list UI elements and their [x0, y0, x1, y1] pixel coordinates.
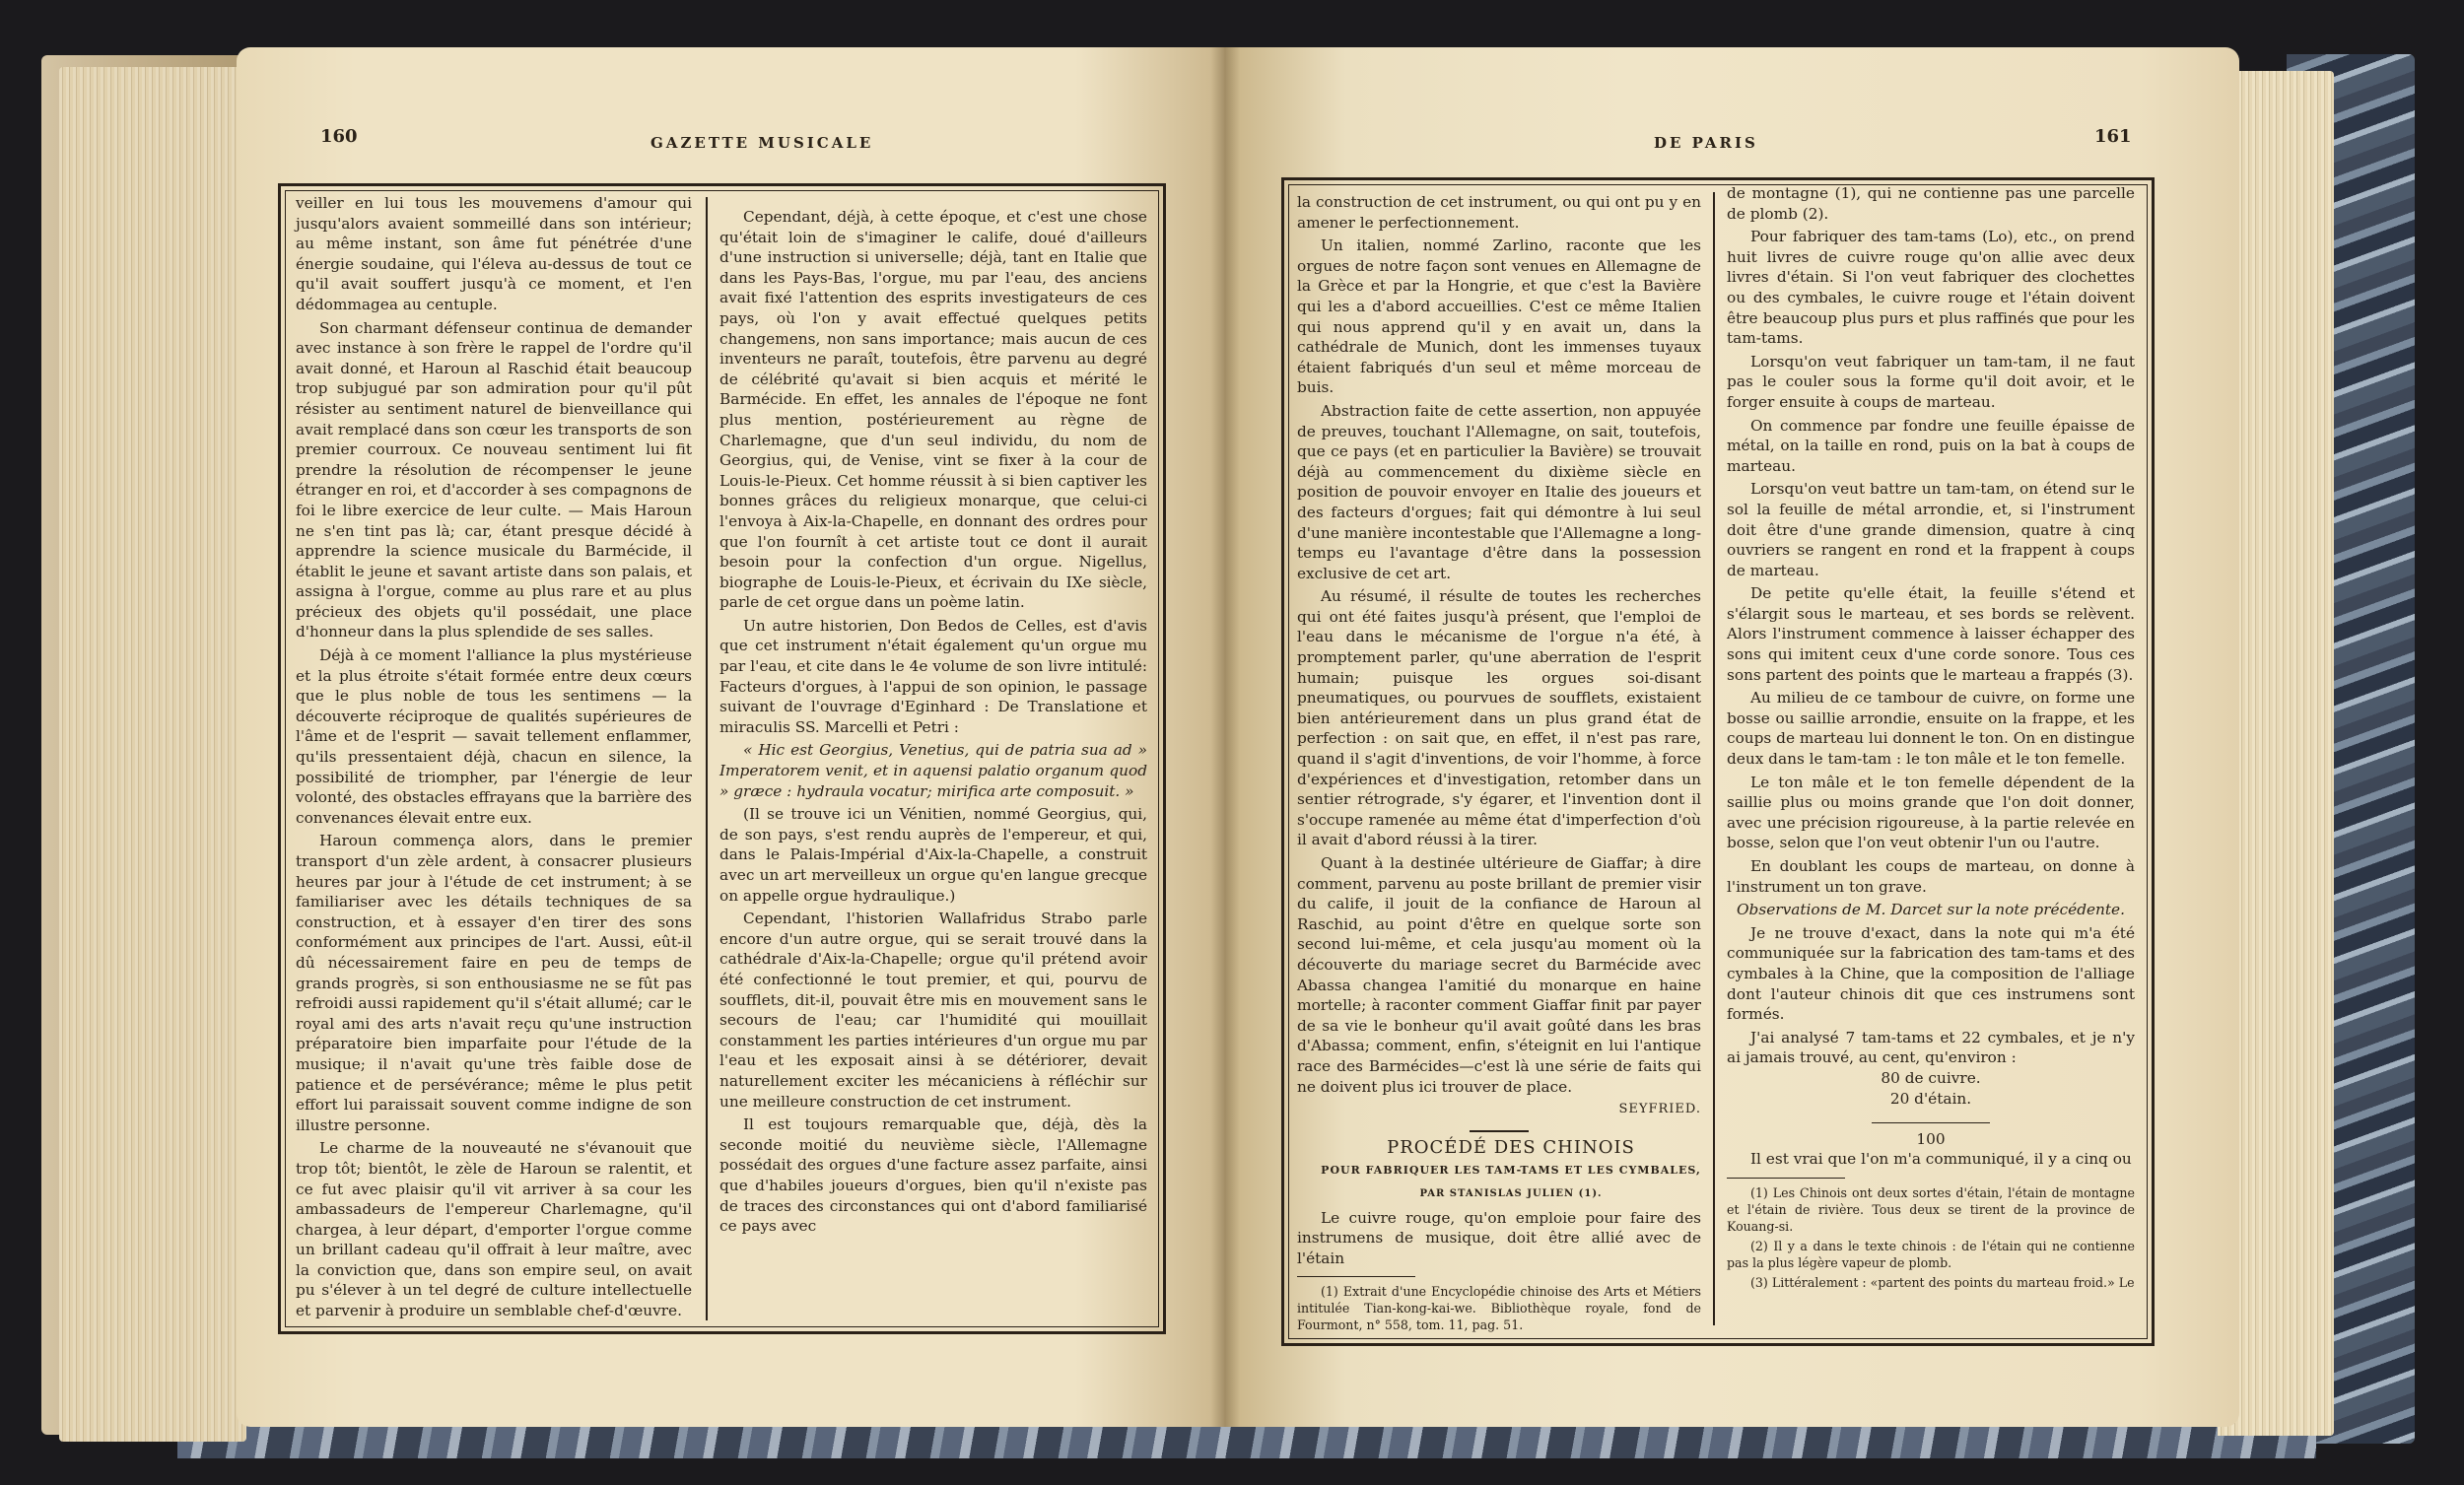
calc-line: 100	[1916, 1129, 1946, 1148]
paragraph: Au milieu de ce tambour de cuivre, on forme une bosse ou saillie arrondie, ensuite on la frappe, et les coups de marteau lui donnent le ton. On en distingue deux dans le tam-tam : le ton mâle et le ton femelle.	[1727, 689, 2135, 769]
paragraph: Lorsqu'on veut fabriquer un tam-tam, il ne faut pas le couler sous la forme qu'il doit avoir, et le forger ensuite à coups de marteau.	[1727, 352, 2135, 411]
left-column-2	[719, 207, 1147, 1237]
paragraph: de montagne (1), qui ne contienne pas une parcelle de plomb (2).	[1727, 184, 2135, 223]
paragraph: Pour fabriquer des tam-tams (Lo), etc., on prend huit livres de cuivre rouge qu'on allie avec deux livres d'étain. Si l'on veut fabriquer des clochettes ou des cymbales, le cuivre rouge et l'étain doivent être beaucoup plus purs et plus raffinés que pour les tam-tams.	[1727, 228, 2135, 348]
footnote: (2) Il y a dans le texte chinois : de l'étain qui ne contienne pas la plus légère vapeur de plomb.	[1727, 1238, 2135, 1270]
section-subtitle: POUR FABRIQUER LES TAM-TAMS ET LES CYMBALES,	[1321, 1164, 1701, 1178]
paragraph: Le cuivre rouge, qu'on emploie pour faire des instrumens de musique, doit être allié avec de l'étain	[1297, 1208, 1701, 1267]
footnote-rule	[1297, 1276, 1415, 1277]
right-column-rule	[1713, 192, 1715, 1325]
paragraph: Déjà à ce moment l'alliance la plus mystérieuse et la plus étroite s'était formée entre deux cœurs que le plus noble de tous les sentimens — la découverte réciproque de qualités supérieures de l'âme et de l'esprit — savait tellement enflammer, qu'ils pressentaient déjà, chacun en silence, la possibilité de triompher, par l'énergie de leur volonté, des obstacles effrayans que la barrière des convenances élevait entre eux.	[296, 646, 692, 827]
left-running-header: GAZETTE MUSICALE	[650, 134, 874, 152]
paragraph: Au résumé, il résulte de toutes les recherches qui ont été faites jusqu'à présent, que l'emploi de l'eau dans le mécanisme de l'orgue n'a été, à promptement parler, qu'une aberration de l'esprit humain; puisque les orgues soi-disant pneumatiques, ou pourvues de soufflets, existaient bien antérieurement dans un plus grand état de perfection : on sait que, en effet, il n'est pas rare, quand il s'agit d'inventions, de voir l'homme, à force d'expériences et d'investigation, retomber dans un sentier rétrograde, s'y égarer, et l'invention dont il s'occupe ramenée au même état d'imperfection d'où il avait d'abord réussi à la tirer.	[1297, 587, 1701, 849]
paragraph: De petite qu'elle était, la feuille s'étend et s'élargit sous le marteau, et ses bords se relèvent. Alors l'instrument commence à laisser échapper des sons qui imitent ceux d'une corde sonore. Tous ces sons partent des points que le marteau a frappés (3).	[1727, 584, 2135, 684]
left-page-number: 160	[320, 126, 358, 147]
paragraph: Cependant, l'historien Wallafridus Strabo parle encore d'un autre orgue, qui se serait trouvé dans la cathédrale d'Aix-la-Chapelle; orgue qu'il prétend avoir été confectionné le tout premier, et qui, pourvu de soufflets, dit-il, pouvait être mis en mouvement sans le secours de l'eau; car l'humidité qui mouillait constamment les parties intérieures d'un orgue mu par l'eau et les exposait ainsi à se détériorer, devait naturellement exciter les mécaniciens à réfléchir sur une meilleure construction de cet instrument.	[719, 910, 1147, 1111]
paragraph: Un italien, nommé Zarlino, raconte que les orgues de notre façon sont venues en Allemagne de la Grèce et par la Hongrie, et que c'est la Bavière qui les a d'abord accueillies. C'est ce même Italien qui nous apprend qu'il y en avait un, dans la cathédrale de Munich, dont les immenses tuyaux étaient fabriqués d'un seul et même morceau de buis.	[1297, 236, 1701, 397]
calc-line: 80 de cuivre.	[1881, 1068, 1981, 1087]
paragraph: la construction de cet instrument, ou qui ont pu y en amener le perfectionnement.	[1297, 193, 1701, 232]
calc-total	[1727, 1109, 2135, 1129]
author-signature: SEYFRIED.	[1618, 1102, 1701, 1117]
paragraph: Quant à la destinée ultérieure de Giaffar; à dire comment, parvenu au poste brillant de premier visir du calife, il jouit de la confiance de Haroun al Raschid, au point d'être en quelque sorte son second lui-même, et cela jusqu'au moment où la découverte du mariage secret du Barmécide avec Abassa changea l'amitié du monarque en haine mortelle; à raconter comment Giaffar finit par payer de sa vie le bonheur qu'il avait goûté dans les bras d'Abassa; comment, enfin, s'éteignit en lui l'antique race des Barmécides—c'est là une série de faits qui ne doivent plus ici trouver de place.	[1297, 854, 1701, 1096]
paragraph: En doublant les coups de marteau, on donne à l'instrument un ton grave.	[1727, 857, 2135, 896]
paragraph: veiller en lui tous les mouvemens d'amour qui jusqu'alors avaient sommeillé dans son intérieur; au même instant, son âme fut pénétrée d'une énergie soudaine, qui l'éleva au-dessus de tout ce qu'il avait souffert jusqu'à ce moment, et l'en dédommagea au centuple.	[296, 194, 692, 313]
left-column-rule	[706, 197, 708, 1320]
right-running-header: DE PARIS	[1654, 134, 1758, 152]
paragraph: Lorsqu'on veut battre un tam-tam, on étend sur le sol la feuille de métal arrondie, et, si l'instrument doit être d'une grande dimension, quatre à cinq ouvriers se rangent en rond et la frappent à coups de marteau.	[1727, 480, 2135, 579]
footnote: (3) Littéralement : «partent des points du marteau froid.» Le	[1750, 1274, 2135, 1290]
right-column-1	[1297, 192, 1701, 1333]
paragraph: J'ai analysé 7 tam-tams et 22 cymbales, et je n'y ai jamais trouvé, au cent, qu'environ :	[1727, 1028, 2135, 1067]
section-rule	[1470, 1130, 1529, 1132]
paragraph: Le charme de la nouveauté ne s'évanouit que trop tôt; bientôt, le zèle de Haroun se ralentit, et ce fut avec plaisir qu'il vit arriver à sa cour les ambassadeurs de l'empereur Charlemagne, qu'il chargea, à leur départ, d'emporter l'orgue comme un brillant cadeau qu'il offrait à leur maître, avec la conviction que, dans son empire seul, on avait pu s'élever à un tel degré de culture intellectuelle et parvenir à produire un semblable chef-d'œuvre.	[296, 1139, 692, 1320]
paragraph: Abstraction faite de cette assertion, non appuyée de preuves, touchant l'Allemagne, on sait, toutefois, que ce pays (et en particulier la Bavière) se trouvait déjà au commencement du dixième siècle en position de pouvoir envoyer en Italie des joueurs et des facteurs d'orgues; fait qui démontre à lui seul d'une manière incontestable que l'Allemagne a long-temps eu l'avantage d'être dans la possession exclusive de cet art.	[1297, 401, 1701, 582]
right-column-2	[1727, 183, 2135, 1291]
section-title: PROCÉDÉ DES CHINOIS	[1387, 1136, 1635, 1158]
left-page-edges	[59, 67, 246, 1442]
footnote-rule	[1727, 1178, 1845, 1179]
alloy-calculation	[1727, 1068, 2135, 1149]
right-page-number: 161	[2094, 126, 2132, 147]
paragraph: Je ne trouve d'exact, dans la note qui m'a été communiquée sur la fabrication des tam-tams et des cymbales à la Chine, que la composition de l'alliage dont l'auteur chinois dit que ces instrumens sont formés.	[1727, 923, 2135, 1024]
paragraph: Cependant, déjà, à cette époque, et c'est une chose qu'était loin de s'imaginer le calife, doué d'ailleurs d'une instruction si universelle; déjà, tant en Italie que dans les Pays-Bas, l'orgue, mu par l'eau, des anciens avait fixé l'attention des esprits investigateurs de ces pays, où l'on y avait effectué quelques petits changemens, non sans importance; mais aucun de ces inventeurs ne paraît, toutefois, être parvenu au degré de célébrité qu'avait si bien acquis et mérité le Barmécide. En effet, les annales de l'époque ne font plus mention, postérieurement au règne de Charlemagne, que d'un seul individu, du nom de Georgius, qui, de Venise, vint se fixer à la cour de Louis-le-Pieux. Cet homme réussit à si bien captiver les bonnes grâces du religieux monarque, que celui-ci l'envoya à Aix-la-Chapelle, en donnant des ordres pour que l'on fournît à cet artiste tout ce dont il aurait besoin pour la confection d'un orgue. Nigellus, biographe de Louis-le-Pieux, et écrivain du IXe siècle, parle de cet orgue dans un poème latin.	[719, 208, 1147, 612]
footnote: (1) Les Chinois ont deux sortes d'étain, l'étain de montagne et l'étain de rivière. Tous deux se tirent de la province de Kouang-si.	[1727, 1184, 2135, 1234]
paragraph: Un autre historien, Don Bedos de Celles, est d'avis que cet instrument n'était également qu'un orgue mu par l'eau, et cite dans le 4e volume de son livre intitulé: Facteurs d'orgues, à l'appui de son opinion, le passage suivant de l'ouvrage d'Eginhard : De Translatione et miraculis SS. Marcelli et Petri :	[719, 616, 1147, 736]
latin-quote: « Hic est Georgius, Venetius, qui de patria sua ad » Imperatorem venit, et in aquensi palatio organum quod » græce : hydraula vocatur; mirifica arte composuit. »	[719, 741, 1147, 800]
section-author: PAR STANISLAS JULIEN (1).	[1419, 1187, 1603, 1199]
calc-line: 20 d'étain.	[1889, 1089, 1972, 1108]
paragraph: Il est vrai que l'on m'a communiqué, il y a cinq ou	[1750, 1150, 2132, 1169]
paragraph: (Il se trouve ici un Vénitien, nommé Georgius, qui, de son pays, s'est rendu auprès de l'empereur, et qui, dans le Palais-Impérial d'Aix-la-Chapelle, a construit avec un art merveilleux un orgue qu'en langue grecque on appelle orgue hydraulique.)	[719, 805, 1147, 905]
paragraph: Il est toujours remarquable que, déjà, dès la seconde moitié du neuvième siècle, l'Allemagne possédait des orgues d'une facture assez parfaite, ainsi que d'habiles joueurs d'orgues, bien qu'il n'existe pas de traces des circonstances qui ont d'abord familiarisé ce pays avec	[719, 1115, 1147, 1236]
left-column-1	[296, 193, 692, 1321]
observations-title: Observations de M. Darcet sur la note précédente.	[1737, 901, 2125, 919]
paragraph: Le ton mâle et le ton femelle dépendent de la saillie plus ou moins grande que l'on doit donner, avec une précision rigoureuse, à la partie relevée en bosse, selon que l'on veut obtenir l'un ou l'autre.	[1727, 773, 2135, 852]
paragraph: Haroun commença alors, dans le premier transport d'un zèle ardent, à consacrer plusieurs heures par jour à l'étude de cet instrument; à se familiariser avec les détails techniques de sa construction, et à essayer d'en tirer des sons conformément aux principes de l'art. Aussi, eût-il dû nécessairement faire en peu de temps de grands progrès, si son enthousiasme ne se fût pas refroidi aussi rapidement qu'il s'était allumé; car le royal ami des arts n'avait reçu qu'une instruction préparatoire bien imparfaite pour l'étude de la musique; il n'avait qu'une très faible dose de patience et de persévérance; même le plus petit effort lui paraissait souvent comme indigne de son illustre personne.	[296, 832, 692, 1134]
book-gutter	[1210, 47, 1240, 1427]
paragraph: Son charmant défenseur continua de demander avec instance à son frère le rappel de l'ordre qu'il avait donné, et Haroun al Raschid était beaucoup trop subjugué par son admiration pour qu'il pût résister au sentiment naturel de bienveillance qui avait remplacé dans son cœur les transports de son premier courroux. Ce nouveau sentiment lui fit prendre la résolution de récompenser le jeune étranger en roi, et d'accorder à ses compagnons de foi le libre exercice de leur culte. — Mais Haroun ne s'en tint pas là; car, étant presque décidé à apprendre la science musicale du Barmécide, il établit le jeune et savant artiste dans son palais, et assigna à l'orgue, comme au plus rare et au plus précieux des objets qu'il possédait, une place d'honneur dans la plus splendide de ses salles.	[296, 318, 692, 641]
footnote: (1) Extrait d'une Encyclopédie chinoise des Arts et Métiers intitulée Tian-kong-kai-we. Bibliothèque royale, fond de Fourmont, n° 558, tom. 11, pag. 51.	[1297, 1284, 1701, 1333]
paragraph: On commence par fondre une feuille épaisse de métal, on la taille en rond, puis on la bat à coups de marteau.	[1727, 416, 2135, 475]
